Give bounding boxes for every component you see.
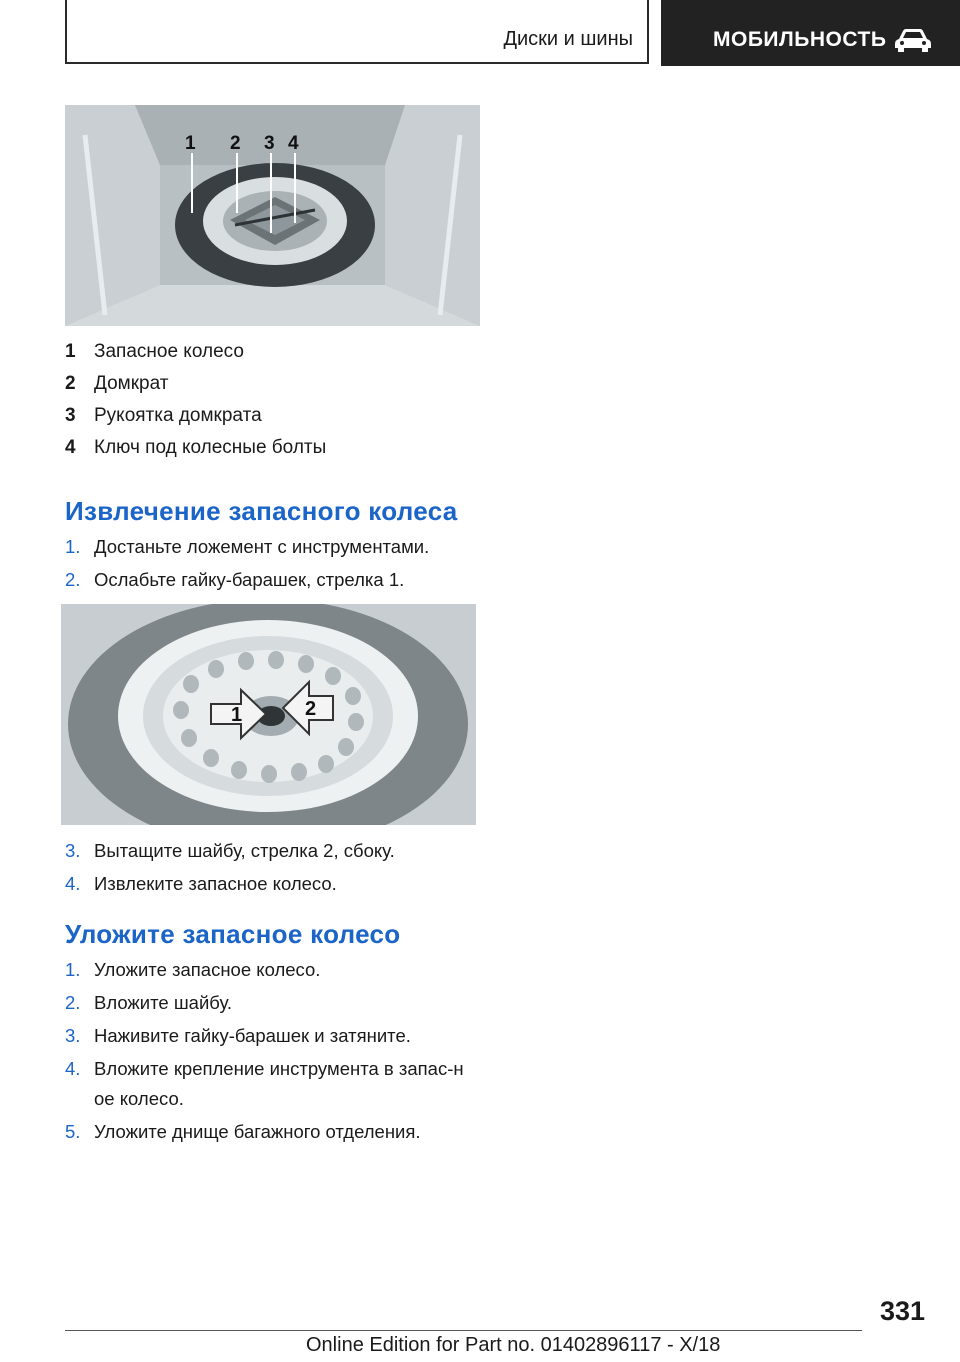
step-text: Наживите гайку-барашек и затяните. — [94, 1025, 411, 1046]
legend-item — [65, 402, 485, 434]
legend-item — [65, 434, 485, 466]
legend-number: 2 — [65, 373, 76, 394]
callout-label: 2 — [230, 133, 241, 154]
callout-label: 3 — [264, 133, 275, 154]
legend-number: 3 — [65, 405, 76, 426]
step-number: 4. — [65, 873, 81, 894]
spare-wheel-trunk-figure — [65, 105, 480, 326]
header-section-tab — [65, 0, 649, 64]
step-text: Извлеките запасное колесо. — [94, 873, 337, 894]
list-item — [65, 955, 485, 985]
step-number: 2. — [65, 992, 81, 1013]
step-number: 2. — [65, 569, 81, 590]
step-text: Ослабьте гайку-барашек, стрелка 1. — [94, 569, 405, 590]
footer-divider — [65, 1330, 862, 1331]
legend-text: Рукоятка домкрата — [94, 405, 262, 426]
wing-nut-figure — [61, 604, 476, 825]
section-heading-remove-spare: Извлечение запасного колеса — [65, 496, 458, 526]
legend-text: Ключ под колесные болты — [94, 437, 327, 458]
step-number: 3. — [65, 840, 81, 861]
list-item — [65, 869, 485, 899]
step-number: 1. — [65, 959, 81, 980]
list-item — [65, 1054, 465, 1114]
figure1-legend — [65, 338, 485, 466]
legend-number: 4 — [65, 437, 76, 458]
chapter-title: МОБИЛЬНОСТЬ — [713, 28, 887, 51]
step-text: Уложите днище багажного отделения. — [94, 1121, 421, 1142]
legend-text: Запасное колесо — [94, 341, 244, 362]
step-number: 5. — [65, 1121, 81, 1142]
step-text: Вложите крепление инструмента в запас-ное колесо. — [94, 1058, 464, 1109]
list-item — [65, 1021, 485, 1051]
step-text: Уложите запасное колесо. — [94, 959, 321, 980]
callout-label: 1 — [185, 133, 196, 154]
remove-steps-list-a — [65, 532, 485, 595]
list-item — [65, 565, 485, 595]
legend-text: Домкрат — [94, 373, 169, 394]
step-text: Вложите шайбу. — [94, 992, 233, 1013]
car-icon — [893, 27, 933, 53]
list-item — [65, 532, 485, 562]
step-text: Вытащите шайбу, стрелка 2, сбоку. — [94, 840, 395, 861]
list-item — [65, 988, 485, 1018]
remove-steps-list-b — [65, 836, 485, 899]
list-item — [65, 1117, 485, 1147]
step-number: 1. — [65, 536, 81, 557]
legend-number: 1 — [65, 341, 76, 362]
step-text: Достаньте ложемент с инструментами. — [94, 536, 430, 557]
section-title: Диски и шины — [503, 28, 633, 50]
callout-label: 4 — [288, 133, 299, 154]
step-number: 4. — [65, 1058, 81, 1079]
step-number: 3. — [65, 1025, 81, 1046]
callout-label: 1 — [231, 704, 243, 726]
header-chapter-tab — [661, 0, 960, 66]
list-item — [65, 836, 485, 866]
page-number: 331 — [879, 1296, 925, 1326]
legend-item — [65, 338, 485, 370]
callout-label: 2 — [305, 698, 317, 720]
stow-steps-list — [65, 955, 485, 1147]
legend-item — [65, 370, 485, 402]
footer-edition: Online Edition for Part no. 01402896117 - X/18 — [306, 1334, 721, 1356]
section-heading-stow-spare: Уложите запасное колесо — [65, 919, 401, 949]
